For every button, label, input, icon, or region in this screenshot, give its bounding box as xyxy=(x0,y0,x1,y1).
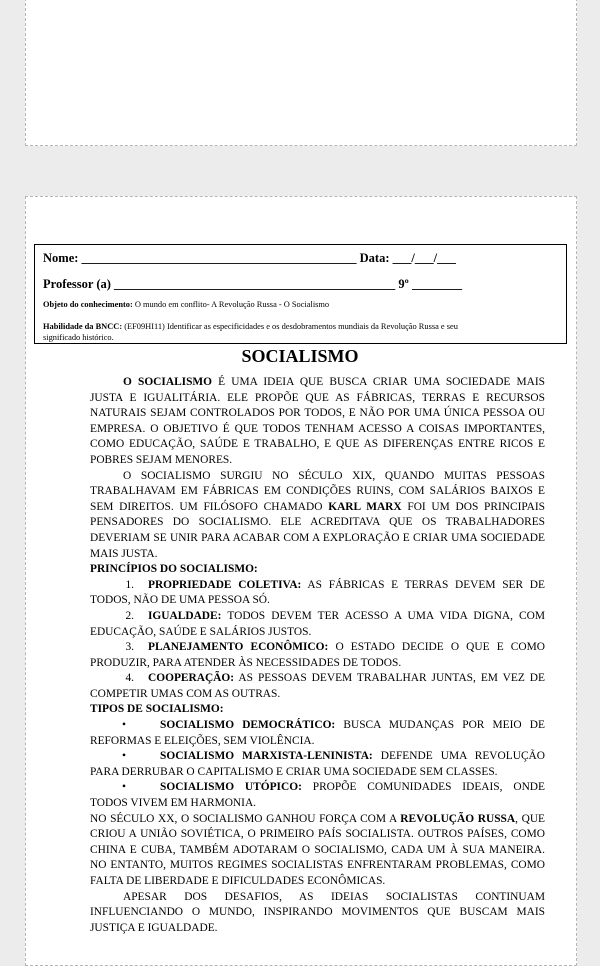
principle-item xyxy=(90,609,545,640)
type-item xyxy=(90,718,545,749)
date-label: Data: xyxy=(359,251,390,265)
principle-bold: COOPERAÇÃO: xyxy=(148,672,235,685)
origin-text-after: FOI UM DOS PRINCIPAIS PENSADORES DO SOCIALISMO. ELE ACREDITAVA QUE OS TRABALHADORES DEVERIAM SE UNIR PARA ACABAR COM A EXPLORAÇÃO E CRIAR UMA SOCIEDADE MAIS JUSTA. xyxy=(90,500,545,560)
knowledge-object-label: Objeto do conhecimento: xyxy=(43,300,133,309)
bullet-icon: • xyxy=(122,750,126,763)
page-title: SOCIALISMO xyxy=(241,346,359,366)
principle-item xyxy=(90,671,545,702)
previous-page xyxy=(25,0,577,146)
history-bold: REVOLUÇÃO RUSSA xyxy=(400,812,516,825)
intro-bold: O SOCIALISMO xyxy=(123,376,213,388)
principle-number: 1. xyxy=(125,578,134,591)
teacher-field[interactable]: _____________________________________________ xyxy=(114,277,396,291)
teacher-row xyxy=(43,277,462,292)
history-paragraph xyxy=(90,812,545,890)
types-heading: TIPOS DE SOCIALISMO: xyxy=(90,703,224,716)
name-row xyxy=(43,251,456,266)
type-bold: SOCIALISMO MARXISTA-LENINISTA: xyxy=(160,750,373,763)
knowledge-object-text: O mundo em conflito- A Revolução Russa - O Socialismo xyxy=(134,300,330,309)
history-text-before: NO SÉCULO XX, O SOCIALISMO GANHOU FORÇA COM A xyxy=(90,812,401,825)
type-bold: SOCIALISMO DEMOCRÁTICO: xyxy=(160,719,336,732)
principle-bold: PLANEJAMENTO ECONÔMICO: xyxy=(148,641,329,654)
principle-text: TODOS DEVEM TER ACESSO A UMA VIDA DIGNA, COM EDUCAÇÃO, SAÚDE E SALÁRIOS JUSTOS. xyxy=(90,609,545,638)
name-field[interactable]: ____________________________________________ xyxy=(81,251,357,265)
teacher-label: Professor (a) xyxy=(43,277,111,291)
principle-item xyxy=(90,578,545,609)
history-text-after: , QUE CRIOU A UNIÃO SOVIÉTICA, O PRIMEIRO PAÍS SOCIALISTA. OUTROS PAÍSES, COMO CHINA E CUBA, TAMBÉM ADOTARAM O SOCIALISMO, CADA UM À SUA MANEIRA. NO ENTANTO, MUITOS REGIMES SOCIALISTAS ENFRENTARAM PROBLEMAS, COMO FALTA DE LIBERDADE E DIFICULDADES ECONÔMICAS. xyxy=(90,812,546,887)
grade-field[interactable]: ________ xyxy=(411,277,462,291)
type-bold: SOCIALISMO UTÓPICO: xyxy=(160,781,302,794)
student-header-box xyxy=(34,244,567,344)
origin-paragraph xyxy=(90,469,545,563)
intro-text: É UMA IDEIA QUE BUSCA CRIAR UMA SOCIEDADE MAIS JUSTA E IGUALITÁRIA. ELE PROPÕE QUE AS FÁBRICAS, TERRAS E RECURSOS NATURAIS SEJAM CONTROLADOS POR TODOS, E NÃO POR UMA ÚNICA PESSOA OU EMPRESA. O OBJETIVO É QUE TODOS TENHAM ACESSO A COISAS IMPORTANTES, COMO EDUCAÇÃO, SAÚDE E TRABALHO, E QUE AS DIFERENÇAS ENTRE RICOS E POBRES SEJAM MENORES. xyxy=(90,376,545,466)
principle-item xyxy=(90,640,545,671)
principle-number: 2. xyxy=(125,609,134,622)
article-body xyxy=(90,375,545,936)
principle-text: AS PESSOAS DEVEM TRABALHAR JUNTAS, EM VEZ DE COMPETIR UMAS COM AS OUTRAS. xyxy=(90,672,545,700)
type-text: BUSCA MUDANÇAS POR MEIO DE REFORMAS E ELEIÇÕES, SEM VIOLÊNCIA. xyxy=(90,719,545,747)
type-text: DEFENDE UMA REVOLUÇÃO PARA DERRUBAR O CAPITALISMO E CRIAR UMA SOCIEDADE SEM CLASSES. xyxy=(90,750,545,778)
principle-bold: IGUALDADE: xyxy=(148,609,222,622)
bncc-skill xyxy=(43,322,458,331)
principle-text: AS FÁBRICAS E TERRAS DEVEM SER DE TODOS, NÃO DE UMA PESSOA SÓ. xyxy=(90,578,545,607)
bullet-icon: • xyxy=(122,781,126,794)
principle-text: O ESTADO DECIDE O QUE E COMO PRODUZIR, PARA ATENDER ÀS NECESSIDADES DE TODOS. xyxy=(90,641,545,669)
origin-text-before: O SOCIALISMO SURGIU NO SÉCULO XIX, QUANDO MUITAS PESSOAS TRABALHAVAM EM FÁBRICAS EM CONDIÇÕES RUINS, COM SALÁRIOS BAIXOS E SEM DIREITOS. UM FILÓSOFO CHAMADO xyxy=(90,469,545,513)
intro-paragraph xyxy=(90,375,545,469)
type-item xyxy=(90,780,545,811)
grade-label: 9º xyxy=(398,277,409,291)
bncc-skill-continued: significado histórico. xyxy=(43,333,114,342)
bncc-skill-text: (EF09HI11) Identificar as especificidades e os desdobramentos mundiais da Revolução Russa e seu xyxy=(124,322,458,331)
origin-bold: KARL MARX xyxy=(328,500,402,513)
bullet-icon: • xyxy=(122,719,126,732)
type-text: PROPÕE COMUNIDADES IDEAIS, ONDE TODOS VIVEM EM HARMONIA. xyxy=(90,781,545,810)
principle-number: 3. xyxy=(125,641,134,654)
bncc-skill-label: Habilidade da BNCC: xyxy=(43,322,123,331)
principles-heading: PRINCÍPIOS DO SOCIALISMO: xyxy=(90,563,258,576)
conclusion-paragraph: APESAR DOS DESAFIOS, AS IDEIAS SOCIALISTAS CONTINUAM INFLUENCIANDO O MUNDO, INSPIRANDO MOVIMENTOS QUE BUSCAM MAIS JUSTIÇA E IGUALDADE. xyxy=(90,890,545,934)
type-item xyxy=(90,749,545,780)
principle-bold: PROPRIEDADE COLETIVA: xyxy=(148,578,302,591)
principle-number: 4. xyxy=(125,672,134,685)
knowledge-object xyxy=(43,300,329,309)
name-label: Nome: xyxy=(43,251,79,265)
date-field[interactable]: ___/___/___ xyxy=(392,251,456,265)
